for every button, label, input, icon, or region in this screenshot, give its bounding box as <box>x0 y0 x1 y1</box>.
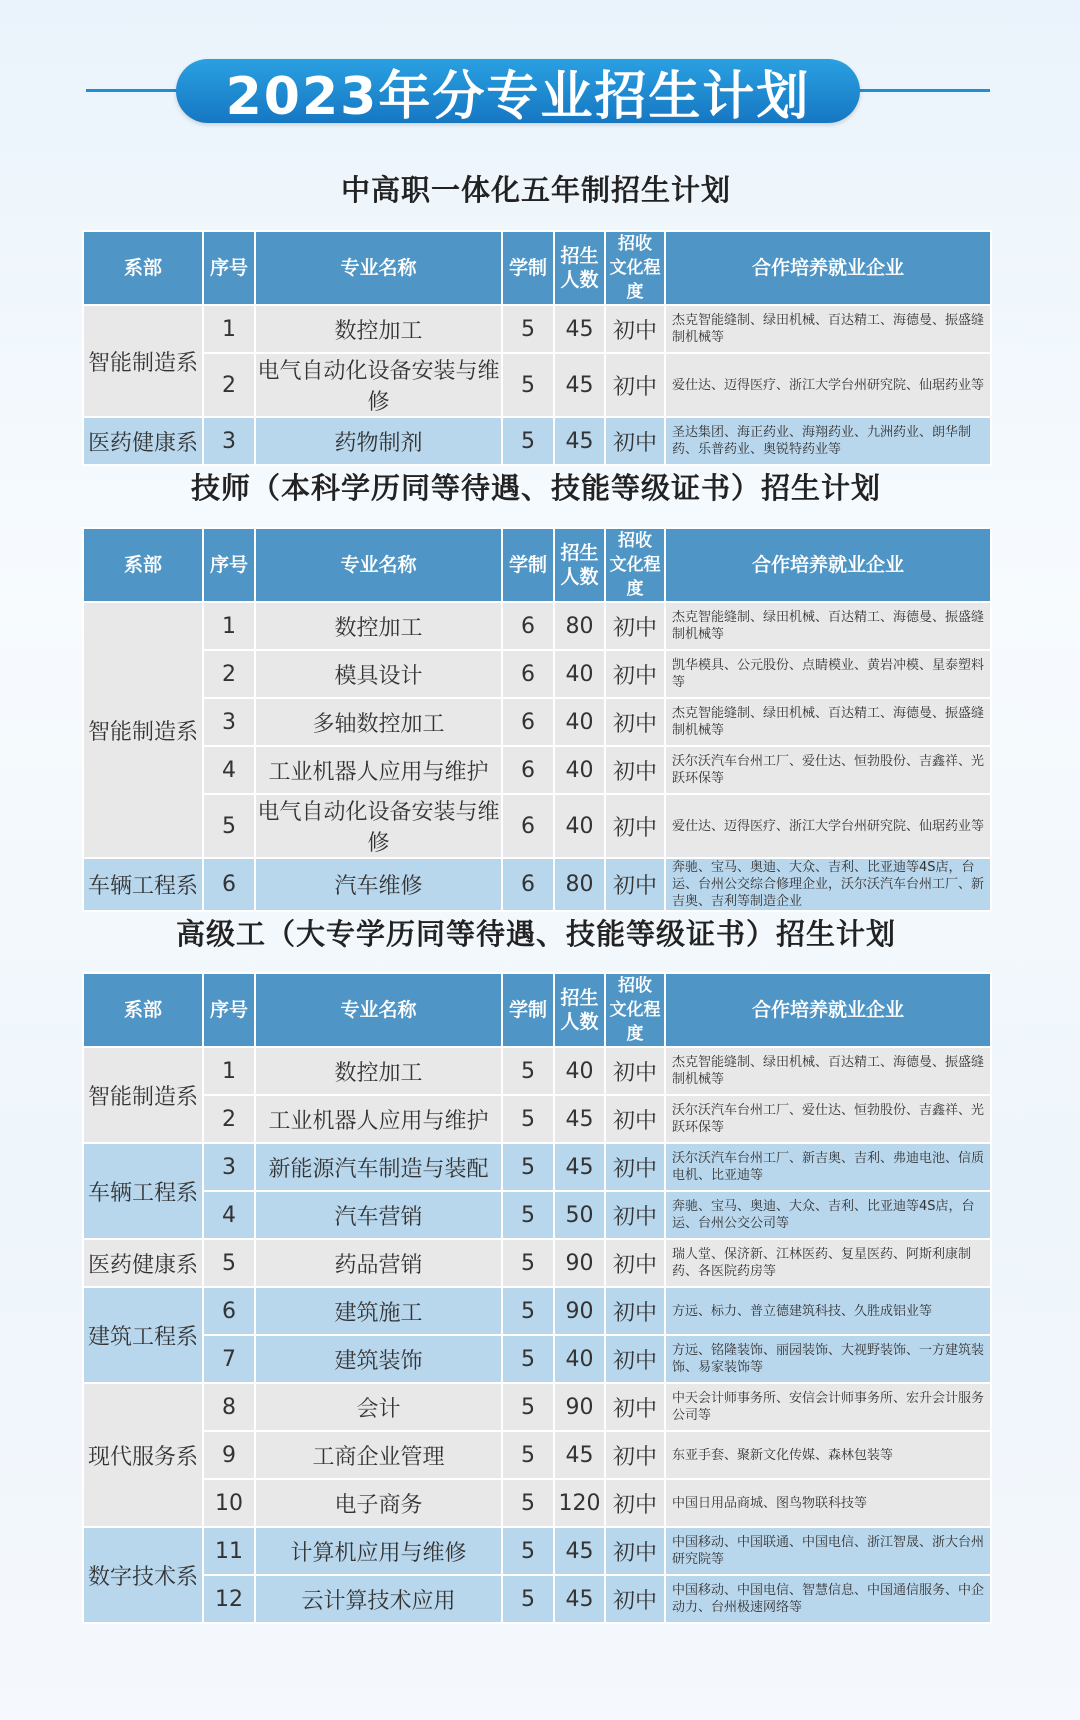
company-cell: 瑞人堂、保济新、江林医药、复星医药、阿斯利康制药、各医院药房等 <box>665 1239 991 1287</box>
quota-cell: 40 <box>554 794 605 858</box>
header-years: 学制 <box>502 973 554 1047</box>
company-cell: 杰克智能缝制、绿田机械、百达精工、海德曼、振盛缝制机械等 <box>665 1047 991 1095</box>
header-no: 序号 <box>203 973 255 1047</box>
table-row <box>83 1239 991 1287</box>
education-cell: 初中 <box>605 1095 665 1143</box>
education-cell: 初中 <box>605 1239 665 1287</box>
header-education: 招收 文化程度 <box>605 528 665 602</box>
row-number: 1 <box>203 1047 255 1095</box>
quota-cell: 120 <box>554 1479 605 1527</box>
quota-cell: 90 <box>554 1383 605 1431</box>
company-cell: 中国日用品商城、图鸟物联科技等 <box>665 1479 991 1527</box>
table-row <box>83 650 991 698</box>
company-cell: 中天会计师事务所、安信会计师事务所、宏升会计服务公司等 <box>665 1383 991 1431</box>
table-row <box>83 1287 991 1335</box>
header-row <box>83 973 991 1047</box>
education-cell: 初中 <box>605 1287 665 1335</box>
major-name: 药物制剂 <box>255 417 502 465</box>
years-cell: 5 <box>502 1575 554 1623</box>
major-name: 会计 <box>255 1383 502 1431</box>
plan-table <box>82 527 992 912</box>
row-number: 10 <box>203 1479 255 1527</box>
dept-cell: 智能制造系 <box>83 1047 203 1143</box>
education-cell: 初中 <box>605 746 665 794</box>
dept-cell: 医药健康系 <box>83 417 203 465</box>
years-cell: 5 <box>502 1335 554 1383</box>
table-row <box>83 417 991 465</box>
table-row <box>83 602 991 650</box>
row-number: 6 <box>203 1287 255 1335</box>
row-number: 5 <box>203 794 255 858</box>
plan-table <box>82 230 992 466</box>
header-dept: 系部 <box>83 973 203 1047</box>
header-quota: 招生 人数 <box>554 973 605 1047</box>
section-title: 中高职一体化五年制招生计划 <box>340 173 731 207</box>
dept-cell: 建筑工程系 <box>83 1287 203 1383</box>
education-cell: 初中 <box>605 698 665 746</box>
quota-cell: 40 <box>554 698 605 746</box>
header-years: 学制 <box>502 528 554 602</box>
years-cell: 5 <box>502 1047 554 1095</box>
quota-cell: 45 <box>554 417 605 465</box>
row-number: 1 <box>203 602 255 650</box>
company-cell: 方远、铭隆装饰、丽园装饰、大视野装饰、一方建筑装饰、易家装饰等 <box>665 1335 991 1383</box>
company-cell: 中国移动、中国电信、智慧信息、中国通信服务、中企动力、台州极速网络等 <box>665 1575 991 1623</box>
company-cell: 杰克智能缝制、绿田机械、百达精工、海德曼、振盛缝制机械等 <box>665 305 991 353</box>
major-name: 药品营销 <box>255 1239 502 1287</box>
education-cell: 初中 <box>605 1431 665 1479</box>
quota-cell: 45 <box>554 1527 605 1575</box>
quota-cell: 45 <box>554 305 605 353</box>
table-row <box>83 1431 991 1479</box>
quota-cell: 40 <box>554 1047 605 1095</box>
section-title: 高级工（大专学历同等待遇、技能等级证书）招生计划 <box>175 917 896 951</box>
header-no: 序号 <box>203 528 255 602</box>
major-name: 电子商务 <box>255 1479 502 1527</box>
quota-cell: 40 <box>554 746 605 794</box>
table-row <box>83 1335 991 1383</box>
table-row <box>83 1479 991 1527</box>
major-name: 工商企业管理 <box>255 1431 502 1479</box>
years-cell: 6 <box>502 858 554 911</box>
years-cell: 5 <box>502 1383 554 1431</box>
quota-cell: 45 <box>554 1575 605 1623</box>
company-cell: 凯华模具、公元股份、点睛模业、黄岩冲模、星泰塑料等 <box>665 650 991 698</box>
page-title: 2023年分专业招生计划 <box>176 59 860 123</box>
header-quota: 招生 人数 <box>554 231 605 305</box>
row-number: 3 <box>203 1143 255 1191</box>
row-number: 5 <box>203 1239 255 1287</box>
quota-cell: 80 <box>554 858 605 911</box>
row-number: 4 <box>203 1191 255 1239</box>
years-cell: 5 <box>502 305 554 353</box>
years-cell: 6 <box>502 794 554 858</box>
table-row <box>83 698 991 746</box>
years-cell: 5 <box>502 1143 554 1191</box>
quota-cell: 50 <box>554 1191 605 1239</box>
years-cell: 5 <box>502 1287 554 1335</box>
company-cell: 杰克智能缝制、绿田机械、百达精工、海德曼、振盛缝制机械等 <box>665 602 991 650</box>
quota-cell: 45 <box>554 353 605 417</box>
row-number: 7 <box>203 1335 255 1383</box>
major-name: 云计算技术应用 <box>255 1575 502 1623</box>
row-number: 2 <box>203 650 255 698</box>
header-education: 招收 文化程度 <box>605 231 665 305</box>
table-row <box>83 1383 991 1431</box>
education-cell: 初中 <box>605 1527 665 1575</box>
education-cell: 初中 <box>605 1479 665 1527</box>
table-row <box>83 1095 991 1143</box>
table-row <box>83 1047 991 1095</box>
major-name: 电气自动化设备安装与维修 <box>255 794 502 858</box>
education-cell: 初中 <box>605 794 665 858</box>
years-cell: 6 <box>502 650 554 698</box>
row-number: 12 <box>203 1575 255 1623</box>
header-dept: 系部 <box>83 231 203 305</box>
company-cell: 爱仕达、迈得医疗、浙江大学台州研究院、仙琚药业等 <box>665 353 991 417</box>
major-name: 数控加工 <box>255 305 502 353</box>
row-number: 6 <box>203 858 255 911</box>
header-row <box>83 231 991 305</box>
row-number: 11 <box>203 1527 255 1575</box>
major-name: 计算机应用与维修 <box>255 1527 502 1575</box>
dept-cell: 现代服务系 <box>83 1383 203 1527</box>
header-dept: 系部 <box>83 528 203 602</box>
education-cell: 初中 <box>605 1047 665 1095</box>
years-cell: 6 <box>502 602 554 650</box>
table-row <box>83 353 991 417</box>
major-name: 数控加工 <box>255 602 502 650</box>
major-name: 电气自动化设备安装与维修 <box>255 353 502 417</box>
table-row <box>83 1143 991 1191</box>
education-cell: 初中 <box>605 858 665 911</box>
years-cell: 6 <box>502 698 554 746</box>
dept-cell: 智能制造系 <box>83 602 203 858</box>
table-row <box>83 1527 991 1575</box>
education-cell: 初中 <box>605 417 665 465</box>
major-name: 模具设计 <box>255 650 502 698</box>
row-number: 2 <box>203 353 255 417</box>
major-name: 新能源汽车制造与装配 <box>255 1143 502 1191</box>
header-company: 合作培养就业企业 <box>665 973 991 1047</box>
dept-cell: 车辆工程系 <box>83 1143 203 1239</box>
years-cell: 5 <box>502 1095 554 1143</box>
years-cell: 5 <box>502 1431 554 1479</box>
years-cell: 5 <box>502 1479 554 1527</box>
major-name: 多轴数控加工 <box>255 698 502 746</box>
company-cell: 圣达集团、海正药业、海翔药业、九洲药业、朗华制药、乐普药业、奥锐特药业等 <box>665 417 991 465</box>
company-cell: 沃尔沃汽车台州工厂、新吉奥、吉利、弗迪电池、信质电机、比亚迪等 <box>665 1143 991 1191</box>
education-cell: 初中 <box>605 1335 665 1383</box>
quota-cell: 40 <box>554 1335 605 1383</box>
quota-cell: 45 <box>554 1143 605 1191</box>
dept-cell: 智能制造系 <box>83 305 203 417</box>
company-cell: 沃尔沃汽车台州工厂、爱仕达、恒勃股份、吉鑫祥、光跃环保等 <box>665 1095 991 1143</box>
company-cell: 中国移动、中国联通、中国电信、浙江智晟、浙大台州研究院等 <box>665 1527 991 1575</box>
quota-cell: 90 <box>554 1287 605 1335</box>
education-cell: 初中 <box>605 1191 665 1239</box>
years-cell: 6 <box>502 746 554 794</box>
years-cell: 5 <box>502 1191 554 1239</box>
education-cell: 初中 <box>605 1383 665 1431</box>
row-number: 2 <box>203 1095 255 1143</box>
table-row <box>83 1191 991 1239</box>
row-number: 8 <box>203 1383 255 1431</box>
row-number: 4 <box>203 746 255 794</box>
company-cell: 方远、标力、普立德建筑科技、久胜成铝业等 <box>665 1287 991 1335</box>
education-cell: 初中 <box>605 1143 665 1191</box>
company-cell: 东亚手套、聚新文化传媒、森林包装等 <box>665 1431 991 1479</box>
plan-table <box>82 972 992 1624</box>
header-no: 序号 <box>203 231 255 305</box>
education-cell: 初中 <box>605 353 665 417</box>
header-company: 合作培养就业企业 <box>665 528 991 602</box>
major-name: 工业机器人应用与维护 <box>255 1095 502 1143</box>
header-quota: 招生 人数 <box>554 528 605 602</box>
major-name: 工业机器人应用与维护 <box>255 746 502 794</box>
header-row <box>83 528 991 602</box>
years-cell: 5 <box>502 417 554 465</box>
company-cell: 奔驰、宝马、奥迪、大众、吉利、比亚迪等4S店，台运、台州公交公司等 <box>665 1191 991 1239</box>
header-major: 专业名称 <box>255 231 502 305</box>
banner-line-right <box>850 89 990 92</box>
quota-cell: 45 <box>554 1431 605 1479</box>
company-cell: 爱仕达、迈得医疗、浙江大学台州研究院、仙琚药业等 <box>665 794 991 858</box>
dept-cell: 数字技术系 <box>83 1527 203 1623</box>
quota-cell: 40 <box>554 650 605 698</box>
dept-cell: 车辆工程系 <box>83 858 203 911</box>
education-cell: 初中 <box>605 1575 665 1623</box>
education-cell: 初中 <box>605 305 665 353</box>
header-major: 专业名称 <box>255 528 502 602</box>
major-name: 汽车营销 <box>255 1191 502 1239</box>
major-name: 数控加工 <box>255 1047 502 1095</box>
row-number: 9 <box>203 1431 255 1479</box>
header-company: 合作培养就业企业 <box>665 231 991 305</box>
education-cell: 初中 <box>605 650 665 698</box>
company-cell: 杰克智能缝制、绿田机械、百达精工、海德曼、振盛缝制机械等 <box>665 698 991 746</box>
education-cell: 初中 <box>605 602 665 650</box>
header-years: 学制 <box>502 231 554 305</box>
years-cell: 5 <box>502 353 554 417</box>
quota-cell: 45 <box>554 1095 605 1143</box>
section-title: 技师（本科学历同等待遇、技能等级证书）招生计划 <box>190 471 881 505</box>
major-name: 建筑装饰 <box>255 1335 502 1383</box>
years-cell: 5 <box>502 1239 554 1287</box>
table-row <box>83 746 991 794</box>
row-number: 3 <box>203 698 255 746</box>
dept-cell: 医药健康系 <box>83 1239 203 1287</box>
major-name: 汽车维修 <box>255 858 502 911</box>
company-cell: 奔驰、宝马、奥迪、大众、吉利、比亚迪等4S店，台运、台州公交综合修理企业，沃尔沃汽车台州工厂、新吉奥、吉利等制造企业 <box>665 858 991 911</box>
table-row <box>83 305 991 353</box>
row-number: 1 <box>203 305 255 353</box>
major-name: 建筑施工 <box>255 1287 502 1335</box>
table-row <box>83 858 991 911</box>
table-row <box>83 1575 991 1623</box>
header-major: 专业名称 <box>255 973 502 1047</box>
header-education: 招收 文化程度 <box>605 973 665 1047</box>
company-cell: 沃尔沃汽车台州工厂、爱仕达、恒勃股份、吉鑫祥、光跃环保等 <box>665 746 991 794</box>
quota-cell: 90 <box>554 1239 605 1287</box>
quota-cell: 80 <box>554 602 605 650</box>
row-number: 3 <box>203 417 255 465</box>
table-row <box>83 794 991 858</box>
years-cell: 5 <box>502 1527 554 1575</box>
